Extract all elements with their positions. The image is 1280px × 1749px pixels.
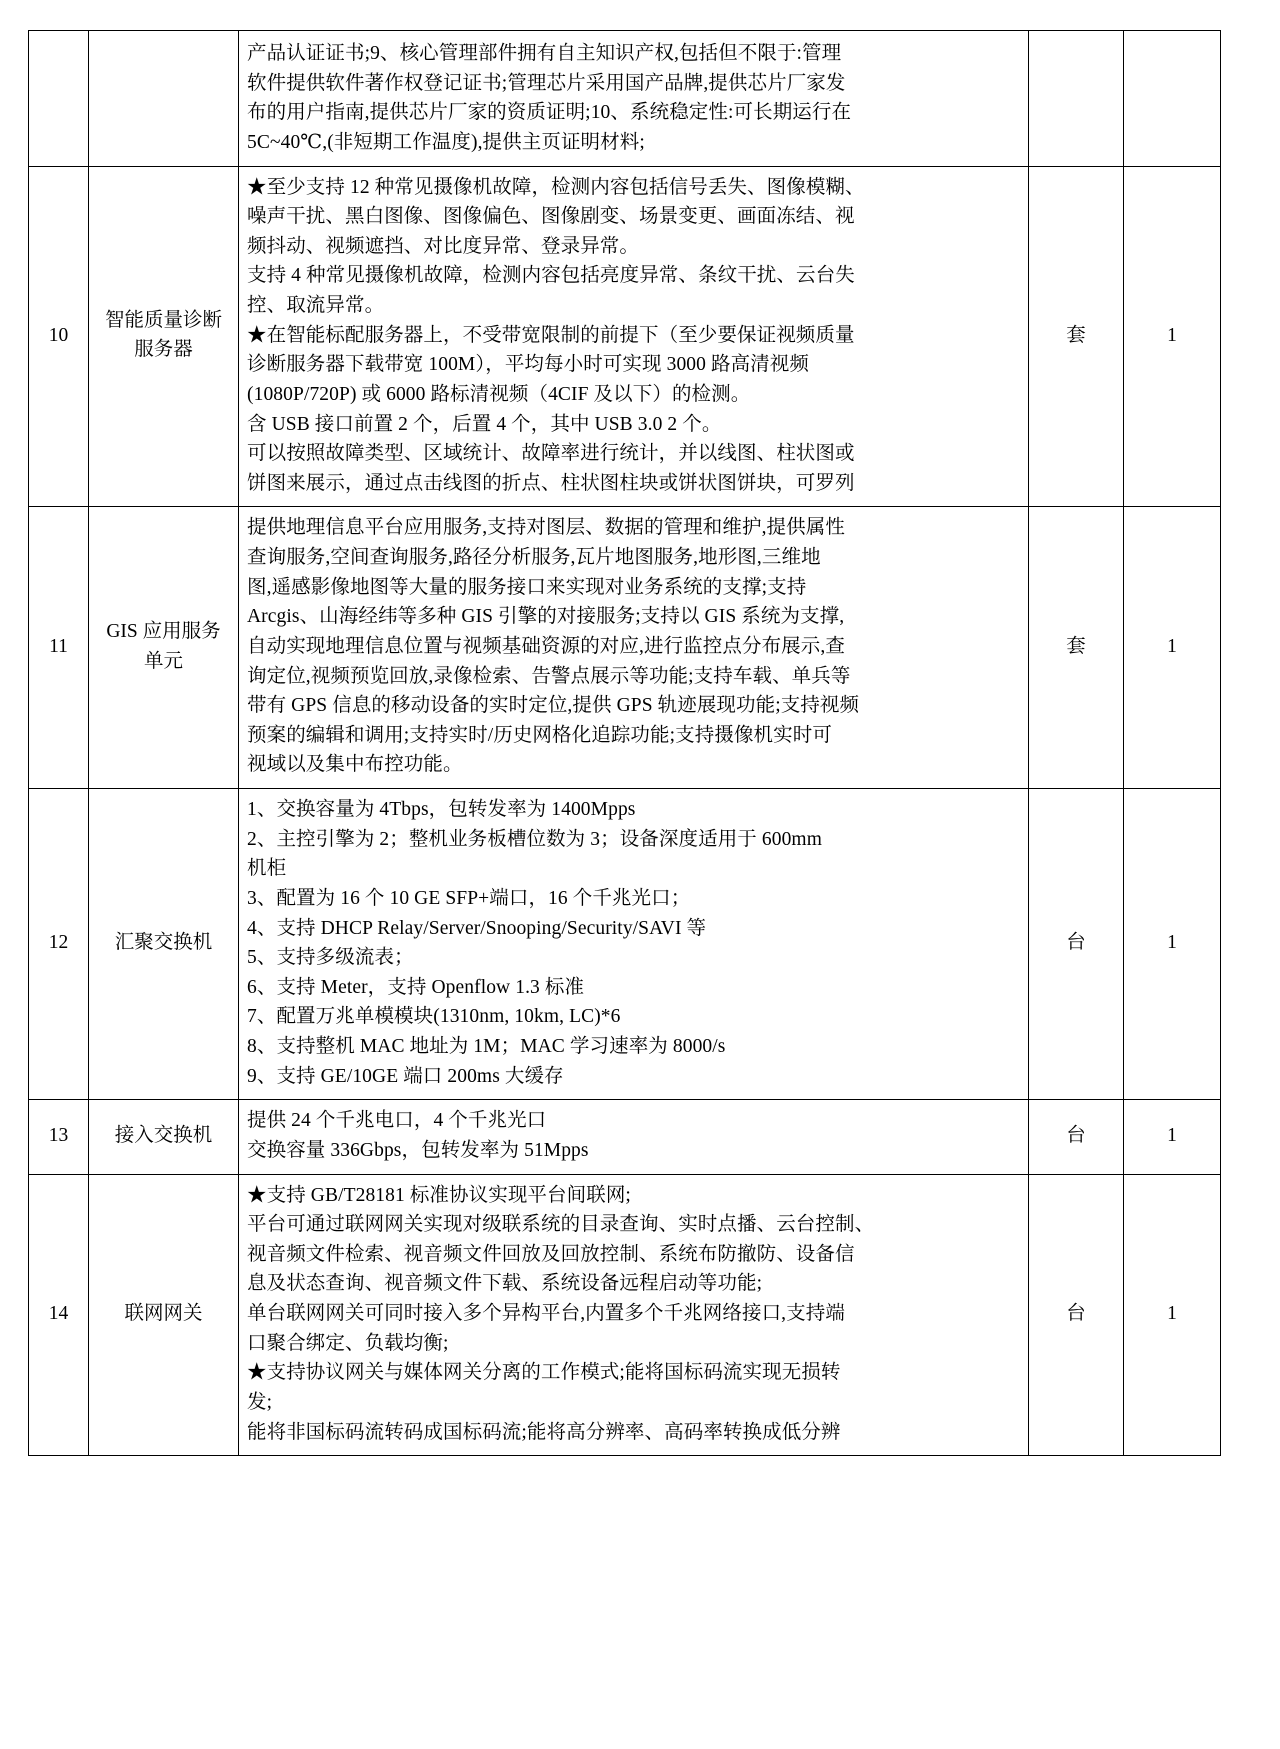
spec-line: 口聚合绑定、负载均衡; [247,1332,449,1354]
row-spec [239,31,1029,167]
row-spec [239,789,1029,1100]
spec-line: ★在智能标配服务器上，不受带宽限制的前提下（至少要保证视频质量 [247,324,855,346]
spec-line: 提供地理信息平台应用服务,支持对图层、数据的管理和维护,提供属性 [247,517,845,539]
spec-line: 息及状态查询、视音频文件下载、系统设备远程启动等功能; [247,1273,763,1295]
row-quantity: 1 [1124,1174,1221,1456]
row-spec [239,1174,1029,1456]
spec-line: 4、支持 DHCP Relay/Server/Snooping/Security/SAVI 等 [247,917,707,939]
spec-line: 软件提供软件著作权登记证书;管理芯片采用国产品牌,提供芯片厂家发 [247,72,846,94]
spec-line: 9、支持 GE/10GE 端口 200ms 大缓存 [247,1065,564,1087]
row-unit: 台 [1029,1174,1124,1456]
row-number: 12 [29,789,89,1100]
row-item-name: GIS 应用服务单元 [89,507,239,789]
row-item-name: 联网网关 [89,1174,239,1456]
spec-line: 视域以及集中布控功能。 [247,754,463,776]
spec-line: 发; [247,1391,273,1413]
table-row [29,31,1221,167]
row-number: 13 [29,1100,89,1174]
row-item-name: 汇聚交换机 [89,789,239,1100]
table-row [29,1174,1221,1456]
row-number [29,31,89,167]
spec-line: 预案的编辑和调用;支持实时/历史网格化追踪功能;支持摄像机实时可 [247,724,832,746]
spec-line: 8、支持整机 MAC 地址为 1M；MAC 学习速率为 8000/s [247,1036,726,1057]
spec-line: 能将非国标码流转码成国标码流;能将高分辨率、高码率转换成低分辨 [247,1421,841,1443]
row-spec [239,1100,1029,1174]
table-row [29,507,1221,789]
spec-line: (1080P/720P) 或 6000 路标清视频（4CIF 及以下）的检测。 [247,383,751,405]
table-row [29,789,1221,1100]
table-row [29,1100,1221,1174]
spec-line: ★至少支持 12 种常见摄像机故障，检测内容包括信号丢失、图像模糊、 [247,176,865,198]
spec-line: 支持 4 种常见摄像机故障，检测内容包括亮度异常、条纹干扰、云台失 [247,265,855,287]
row-number: 11 [29,507,89,789]
spec-line: 机柜 [247,858,287,880]
row-unit: 台 [1029,1100,1124,1174]
spec-line: 带有 GPS 信息的移动设备的实时定位,提供 GPS 轨迹展现功能;支持视频 [247,695,860,717]
spec-line: 3、配置为 16 个 10 GE SFP+端口，16 个千兆光口； [247,887,691,909]
spec-line: 频抖动、视频遮挡、对比度异常、登录异常。 [247,235,640,257]
spec-line: 视音频文件检索、视音频文件回放及回放控制、系统布防撤防、设备信 [247,1243,855,1265]
row-unit [1029,31,1124,167]
spec-line: 6、支持 Meter，支持 Openflow 1.3 标准 [247,976,585,998]
spec-line: 提供 24 个千兆电口，4 个千兆光口 [247,1110,547,1132]
row-unit: 套 [1029,166,1124,507]
row-quantity: 1 [1124,789,1221,1100]
row-unit: 套 [1029,507,1124,789]
spec-line: 询定位,视频预览回放,录像检索、告警点展示等功能;支持车载、单兵等 [247,665,851,687]
row-item-name: 接入交换机 [89,1100,239,1174]
row-unit: 台 [1029,789,1124,1100]
spec-line: Arcgis、山海经纬等多种 GIS 引擎的对接服务;支持以 GIS 系统为支撑, [247,606,845,628]
spec-line: 自动实现地理信息位置与视频基础资源的对应,进行监控点分布展示,查 [247,635,845,657]
row-number: 10 [29,166,89,507]
spec-line: 布的用户指南,提供芯片厂家的资质证明;10、系统稳定性:可长期运行在 [247,102,852,124]
table-body [29,31,1221,1456]
spec-line: 交换容量 336Gbps，包转发率为 51Mpps [247,1139,589,1161]
row-quantity: 1 [1124,166,1221,507]
row-item-name: 智能质量诊断服务器 [89,166,239,507]
row-quantity: 1 [1124,1100,1221,1174]
spec-line: 查询服务,空间查询服务,路径分析服务,瓦片地图服务,地形图,三维地 [247,547,821,568]
row-spec [239,507,1029,789]
table-row [29,166,1221,507]
row-quantity [1124,31,1221,167]
spec-line: 产品认证证书;9、核心管理部件拥有自主知识产权,包括但不限于:管理 [247,43,842,64]
row-number: 14 [29,1174,89,1456]
row-item-name [89,31,239,167]
row-spec [239,166,1029,507]
spec-line: 5、支持多级流表； [247,947,414,969]
spec-line: ★支持协议网关与媒体网关分离的工作模式;能将国标码流实现无损转 [247,1362,841,1384]
spec-line: 2、主控引擎为 2；整机业务板槽位数为 3；设备深度适用于 600mm [247,828,822,850]
spec-line: 饼图来展示，通过点击线图的折点、柱状图柱块或饼状图饼块，可罗列 [247,472,855,494]
spec-line: 1、交换容量为 4Tbps，包转发率为 1400Mpps [247,799,636,820]
spec-line: 图,遥感影像地图等大量的服务接口来实现对业务系统的支撑;支持 [247,576,807,598]
spec-line: 7、配置万兆单模模块(1310nm, 10km, LC)*6 [247,1006,621,1028]
row-quantity: 1 [1124,507,1221,789]
spec-line: 单台联网网关可同时接入多个异构平台,内置多个千兆网络接口,支持端 [247,1303,845,1324]
spec-line: 诊断服务器下载带宽 100M），平均每小时可实现 3000 路高清视频 [247,354,809,376]
spec-line: ★支持 GB/T28181 标准协议实现平台间联网; [247,1184,631,1206]
specification-table [28,30,1221,1456]
spec-line: 控、取流异常。 [247,295,385,316]
spec-line: 可以按照故障类型、区域统计、故障率进行统计，并以线图、柱状图或 [247,443,855,465]
spec-line: 平台可通过联网网关实现对级联系统的目录查询、实时点播、云台控制、 [247,1214,875,1236]
spec-line: 噪声干扰、黑白图像、图像偏色、图像剧变、场景变更、画面冻结、视 [247,206,855,228]
spec-line: 含 USB 接口前置 2 个，后置 4 个，其中 USB 3.0 2 个。 [247,413,722,435]
spec-line: 5C~40℃,(非短期工作温度),提供主页证明材料; [247,131,645,153]
